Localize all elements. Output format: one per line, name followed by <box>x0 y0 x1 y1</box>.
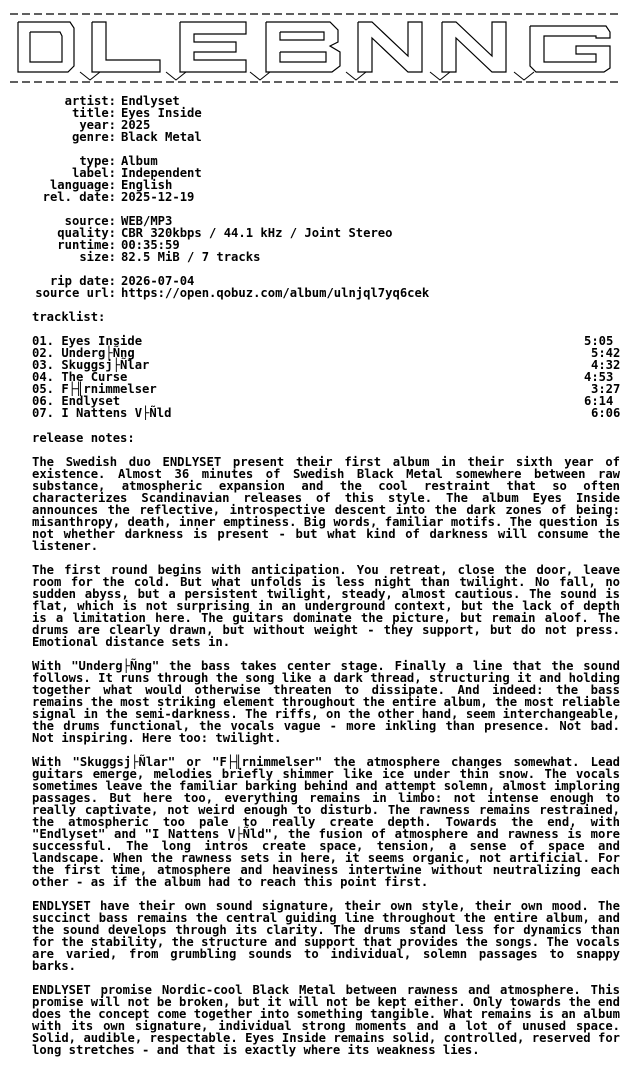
meta-row-size: size: 82.5 MiB / 7 tracks <box>79 250 261 264</box>
release-notes-paragraph: With "Underg├Ñng" the bass takes center stage. Finally a line that the sound follows. It runs through the song like a dark thread, structuring it and holding together what would otherwise threaten to dissipate. And indeed: the bass remains the most striking element throughout the entire album, the most reliable signal in the semi-darkness. The riffs, on the other hand, seem interchangeable, the drums functional, the vocals vague - more inkling than presence. Not bad. Not inspiring. Here too: twilight. <box>32 659 620 745</box>
meta-row-year: year: 2025 <box>79 118 151 132</box>
release-notes-paragraph: With "Skuggsj├Ñlar" or "F├╢rnimmelser" the atmosphere changes somewhat. Lead guitars emerge, melodies briefly shimmer like ice under thin snow. The vocals sometimes leave the familiar barking behind and attempt solemn, almost imploring passages. But here too, everything remains in limbo: not intense enough to really captivate, not weird enough to disturb. The rawness remains restrained, the atmospheric too pale to really create depth. Towards the end, with "Endlyset" and "I Nattens V├Ñld", the fusion of atmosphere and rawness is more successful. The long intros create space, tension, a sense of space and landscape. When the rawness sets in here, it seems organic, not artificial. For the first time, atmosphere and heaviness intertwine without neutralizing each other - as if the album had to reach this point first. <box>32 755 620 889</box>
track-row: 06. Endlyset 6:14 <box>32 394 614 408</box>
track-row: 07. I Nattens V├Ñld 6:06 <box>32 406 621 420</box>
release-notes-paragraph: ENDLYSET have their own sound signature, their own style, their own mood. The succinct bass remains the central guiding line throughout the entire album, and the sound develops through its clarity. The drums stand less for dynamics than for the stability, the structure and support that provides the songs. The vocals are varied, from grumbling sounds to individual, solemn passages to snappy barks. <box>32 899 620 973</box>
ascii-banner-logo <box>10 8 622 88</box>
meta-row-runtime: runtime: 00:35:59 <box>57 238 180 252</box>
track-row: 04. The Curse 4:53 <box>32 370 614 384</box>
meta-row-source: source: WEB/MP3 <box>64 214 173 228</box>
release-notes-paragraph: ENDLYSET promise Nordic-cool Black Metal between rawness and atmosphere. This promise will not be broken, but it will not be kept either. Only towards the end does the concept come together into something tangible. What remains is an album with its own signature, individual strong moments and a lot of unused space. Solid, audible, respectable. Eyes Inside remains solid, controlled, reserved for long stretches - and that is exactly where its weakness lies. <box>32 983 620 1057</box>
tracklist-heading: tracklist: <box>32 310 106 324</box>
meta-row-release-date: rel. date: 2025-12-19 <box>42 190 195 204</box>
meta-row-language: language: English <box>49 178 173 192</box>
release-metadata <box>0 95 632 299</box>
track-row: 01. Eyes Inside 5:05 <box>32 334 614 348</box>
meta-row-title: title: Eyes Inside <box>71 106 202 120</box>
meta-row-label: label: Independent <box>71 166 202 180</box>
track-row: 03. Skuggsj├Ñlar 4:32 <box>32 358 621 372</box>
meta-row-genre: genre: Black Metal <box>71 130 202 144</box>
meta-row-artist: artist: Endlyset <box>64 94 180 108</box>
release-notes-heading: release notes: <box>32 431 135 445</box>
meta-row-quality: quality: CBR 320kbps / 44.1 kHz / Joint Stereo <box>57 226 393 240</box>
meta-row-rip-date: rip date: 2026-07-04 <box>49 274 195 288</box>
track-row: 05. F├╢rnimmelser 3:27 <box>32 382 621 396</box>
release-notes-paragraph: The first round begins with anticipation. You retreat, close the door, leave room for the cold. But what unfolds is less night than twilight. No fall, no sudden abyss, but a persistent twilight, steady, almost cautious. The sound is flat, which is not surprising in an underground context, but the lack of depth is a limitation here. The guitars dominate the picture, but remain aloof. The drums are clearly drawn, but without weight - they support, but do not press. Emotional distance sets in. <box>32 563 620 649</box>
release-notes <box>32 456 620 1068</box>
meta-row-source-url: source url: https://open.qobuz.com/album/ulnjql7yq6cek <box>35 286 430 300</box>
track-row: 02. Underg├Ñng 5:42 <box>32 346 621 360</box>
tracklist <box>32 334 621 420</box>
release-notes-paragraph: The Swedish duo ENDLYSET present their first album in their sixth year of existence. Almost 36 minutes of Swedish Black Metal somewhere between raw substance, atmospheric expansion and the cool restraint that so often characterizes Scandinavian releases of this style. The album Eyes Inside announces the reflective, introspective descent into the dark zones of being: misanthropy, death, inner emptiness. Big words, familiar motifs. The question is not whether darkness is present - but what kind of darkness will consume the listener. <box>32 455 620 553</box>
meta-row-type: type: Album <box>79 154 158 168</box>
